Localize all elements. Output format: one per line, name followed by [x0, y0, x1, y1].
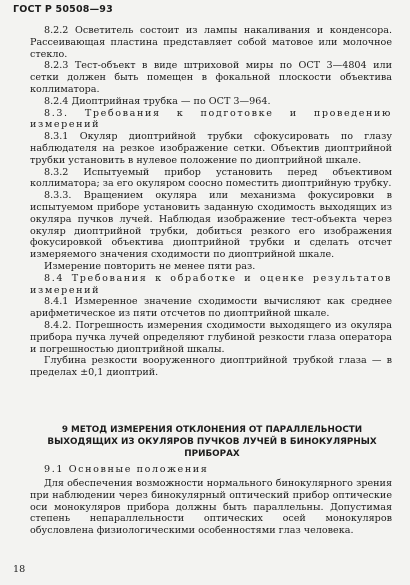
subheading-9-1: 9.1 Основные положения — [44, 464, 209, 475]
paragraph-8-3-3: 8.3.3. Вращением окуляра или механизма фокусировки в испытуемом приборе установить заданную сходимость выходящих из окуляра пучков лучей. Наблюдая изображение тест-объекта через окуляр диоптрийной трубки, добиться резкого его изображения фокусировкой объектива диоптрийной трубки и сделать отсчет измеряемого значения сходимости по диоптрийной шкале. — [30, 190, 392, 261]
paragraph-8-3-2: 8.3.2 Испытуемый прибор установить перед объективом коллиматора; за его окуляром соосно поместить диоптрийную трубку. — [30, 166, 392, 190]
paragraph-8-4-2: 8.4.2. Погрешность измерения сходимости выходящего из окуляра прибора пучка лучей определяют глубиной резкости глаза оператора и погрешностью диоптрийной шкалы. — [30, 319, 392, 355]
paragraph-8-2-3: 8.2.3 Тест-объект в виде штриховой миры по ОСТ 3—4804 или сетки должен быть помещен в фокальной плоскости объектива коллиматора. — [30, 60, 392, 95]
paragraph-depth-of-field: Глубина резкости вооруженного диоптрийной трубкой глаза — в пределах ±0,1 диоптрий. — [30, 355, 392, 379]
paragraph-8-2-4: 8.2.4 Диоптрийная трубка — по ОСТ 3—964. — [44, 95, 271, 107]
section-9-heading: 9 МЕТОД ИЗМЕРЕНИЯ ОТКЛОНЕНИЯ ОТ ПАРАЛЛЕЛЬНОСТИ ВЫХОДЯЩИХ ИЗ ОКУЛЯРОВ ПУЧКОВ ЛУЧЕЙ В БИНОКУЛЯРНЫХ ПРИБОРАХ — [47, 425, 377, 459]
paragraph-8-3-1: 8.3.1 Окуляр диоптрийной трубки сфокусировать по глазу наблюдателя на резкое изображение сетки. Объектив диоптрийной трубки установить в нулевое положение по диоптрийной шкале. — [30, 131, 392, 166]
section-8-content — [30, 25, 392, 379]
document-header: ГОСТ Р 50508—93 — [13, 4, 113, 15]
paragraph-9-1-body: Для обеспечения возможности нормального бинокулярного зрения при наблюдении через бинокулярный оптический прибор оптические оси монокуляров прибора должны быть параллельны. Допустимая степень непараллельности оптических осей монокуляров обусловлена физиологическими особенностями глаз человека. — [30, 478, 392, 537]
page-number: 18 — [13, 564, 26, 575]
paragraph-repeat-note: Измерение повторить не менее пяти раз. — [44, 260, 256, 272]
paragraph-8-2-2: 8.2.2 Осветитель состоит из лампы накаливания и конденсора. Рассеивающая пластина представляет собой матовое или молочное стекло. — [30, 25, 392, 60]
subheading-8-4: 8.4 Требования к обработке и оценке результатов измерений — [30, 272, 392, 296]
paragraph-8-4-1: 8.4.1 Измеренное значение сходимости вычисляют как среднее арифметическое из пяти отсчетов по диоптрийной шкале. — [30, 296, 392, 320]
subheading-8-3: 8.3. Требования к подготовке и проведению измерений — [30, 107, 392, 131]
